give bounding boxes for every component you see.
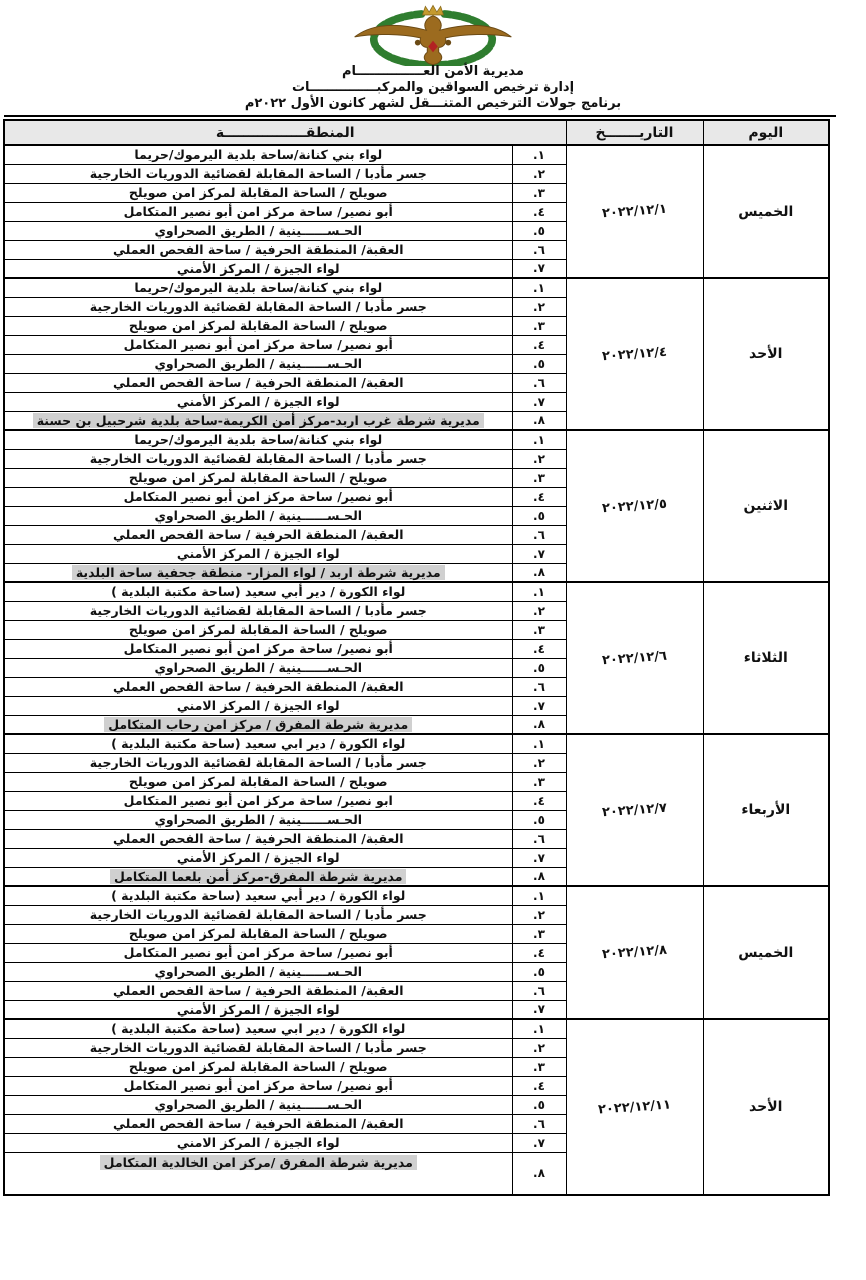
region-cell (4, 430, 512, 449)
region-text: صويلح / الساحة المقابلة لمركز امن صويلح (128, 774, 388, 789)
row-number-cell: ٤. (512, 487, 566, 506)
region-cell (4, 639, 512, 658)
date-cell (566, 886, 703, 1019)
region-text: مديرية شرطة المفرق / مركز امن رحاب المتكامل (104, 717, 412, 732)
schedule-row (4, 886, 829, 905)
date-value: ٢٠٢٢/١٢/٧ (601, 800, 668, 820)
row-number-cell: ٢. (512, 297, 566, 316)
schedule-table (3, 119, 830, 1196)
region-cell (4, 696, 512, 715)
region-text: الحـســــــينية / الطريق الصحراوي (154, 964, 363, 979)
row-number-cell: ٦. (512, 981, 566, 1000)
region-cell (4, 1019, 512, 1038)
region-cell (4, 221, 512, 240)
region-text: جسر مأدبا / الساحة المقابلة لقضائية الدوريات الخارجية (89, 299, 427, 314)
region-cell (4, 658, 512, 677)
region-cell (4, 183, 512, 202)
row-number-cell: ٦. (512, 1114, 566, 1133)
date-value: ٢٠٢٢/١٢/٥ (601, 496, 668, 516)
region-text: جسر مأدبا / الساحة المقابلة لقضائية الدوريات الخارجية (89, 907, 427, 922)
row-number-cell: ٧. (512, 259, 566, 278)
row-number-cell: ٧. (512, 1000, 566, 1019)
date-column-header: التاريـــــــخ (566, 120, 703, 145)
region-cell (4, 392, 512, 411)
region-cell (4, 791, 512, 810)
region-text: صويلح / الساحة المقابلة لمركز امن صويلح (128, 926, 388, 941)
region-text: العقبة/ المنطقة الحرفية / ساحة الفحص العملي (112, 831, 404, 846)
row-number-cell: ٦. (512, 829, 566, 848)
region-cell (4, 753, 512, 772)
region-text: العقبة/ المنطقة الحرفية / ساحة الفحص العملي (112, 679, 404, 694)
region-text: جسر مأدبا / الساحة المقابلة لقضائية الدوريات الخارجية (89, 451, 427, 466)
region-cell (4, 1038, 512, 1057)
row-number-cell: ٧. (512, 1133, 566, 1152)
region-cell (4, 1000, 512, 1019)
region-text: أبو نصير/ ساحة مركز امن أبو نصير المتكامل (123, 945, 393, 960)
row-number-cell: ٤. (512, 335, 566, 354)
row-number-cell: ٣. (512, 1057, 566, 1076)
region-text: أبو نصير/ ساحة مركز امن أبو نصير المتكامل (123, 1078, 393, 1093)
region-text: لواء بني كنانة/ساحة بلدية اليرموك/حريما (134, 147, 383, 163)
region-text: لواء الجيزة / المركز الأمني (176, 394, 340, 409)
row-number-cell: ٧. (512, 696, 566, 715)
row-number-cell: ٨. (512, 715, 566, 734)
region-cell (4, 886, 512, 905)
region-cell (4, 829, 512, 848)
region-cell (4, 525, 512, 544)
region-text: مديرية شرطة المفرق /مركز امن الخالدية المتكامل (100, 1155, 417, 1170)
row-number-cell: ٤. (512, 1076, 566, 1095)
region-cell (4, 620, 512, 639)
region-text: لواء الكورة / دير ابي سعيد (ساحة مكتبة البلدية ) (111, 1021, 406, 1037)
row-number-cell: ٢. (512, 905, 566, 924)
region-cell (4, 1057, 512, 1076)
region-text: جسر مأدبا / الساحة المقابلة لقضائية الدوريات الخارجية (89, 1040, 427, 1055)
region-text: أبو نصير/ ساحة مركز امن أبو نصير المتكامل (123, 641, 393, 656)
region-cell (4, 354, 512, 373)
region-cell (4, 962, 512, 981)
date-cell (566, 278, 703, 430)
region-cell (4, 867, 512, 886)
region-text: مديرية شرطة المفرق-مركز أمن بلعما المتكامل (110, 869, 406, 884)
region-text: لواء الجيزة / المركز الأمني (176, 1001, 340, 1017)
region-text: العقبة/ المنطقة الحرفية / ساحة الفحص العملي (112, 1116, 404, 1131)
day-cell: الخميس (703, 886, 829, 1019)
day-cell: الاثنين (703, 430, 829, 582)
region-cell (4, 943, 512, 962)
schedule-table-wrap (3, 119, 830, 1196)
region-text: جسر مأدبا / الساحة المقابلة لقضائية الدوريات الخارجية (89, 166, 427, 181)
program-title: برنامج جولات الترخيص المتنـــقل لشهر كانون الأول ٢٠٢٢م (244, 96, 622, 111)
region-text: أبو نصير/ ساحة مركز امن أبو نصير المتكامل (123, 489, 393, 504)
row-number-cell: ٤. (512, 202, 566, 221)
region-text: العقبة/ المنطقة الحرفية / ساحة الفحص العملي (112, 983, 404, 998)
day-cell: الأحد (703, 1019, 829, 1195)
region-text: صويلح / الساحة المقابلة لمركز امن صويلح (128, 318, 388, 333)
region-text: لواء الجيزة / المركز الأمني (176, 260, 340, 276)
region-text: لواء الجيزة / المركز الأمني (176, 546, 340, 561)
region-text: لواء الجيزة / المركز الامني (176, 1135, 340, 1150)
date-cell (566, 1019, 703, 1195)
row-number-cell: ٧. (512, 392, 566, 411)
row-number-cell: ١. (512, 1019, 566, 1038)
schedule-row (4, 145, 829, 164)
region-cell (4, 202, 512, 221)
row-number-cell: ٣. (512, 772, 566, 791)
row-number-cell: ٥. (512, 962, 566, 981)
row-number-cell: ٥. (512, 658, 566, 677)
row-number-cell: ٨. (512, 1152, 566, 1195)
schedule-row (4, 278, 829, 297)
row-number-cell: ١. (512, 430, 566, 449)
region-cell (4, 240, 512, 259)
row-number-cell: ١. (512, 278, 566, 297)
date-value: ٢٠٢٢/١٢/٨ (601, 942, 668, 963)
row-number-cell: ٥. (512, 810, 566, 829)
region-text: ابو نصير/ ساحة مركز امن أبو نصير المتكامل (123, 793, 393, 808)
date-cell (566, 145, 703, 278)
org-title: مديرية الأمن العـــــــــــــــام (342, 64, 524, 79)
date-value: ٢٠٢٢/١٢/٦ (601, 648, 668, 668)
region-cell (4, 563, 512, 582)
row-number-cell: ٢. (512, 753, 566, 772)
region-text: أبو نصير/ ساحة مركز امن أبو نصير المتكامل (123, 337, 393, 352)
region-cell (4, 810, 512, 829)
region-cell (4, 715, 512, 734)
row-number-cell: ٥. (512, 354, 566, 373)
region-column-header: المنطقـــــــــــــــــة (4, 120, 566, 145)
region-cell (4, 924, 512, 943)
day-cell: الثلاثاء (703, 582, 829, 734)
region-text: لواء الكورة / دير أبي سعيد (ساحة مكتبة البلدية ) (111, 888, 406, 904)
region-text: جسر مأدبا / الساحة المقابلة لقضائية الدوريات الخارجية (89, 755, 427, 770)
region-cell (4, 601, 512, 620)
region-cell (4, 259, 512, 278)
region-text: لواء الجيزة / المركز الأمني (176, 850, 340, 865)
row-number-cell: ٣. (512, 468, 566, 487)
region-cell (4, 297, 512, 316)
region-cell (4, 278, 512, 297)
schedule-table-body (4, 145, 829, 1195)
date-cell (566, 734, 703, 886)
row-number-cell: ١. (512, 145, 566, 164)
region-text: لواء الكورة / دير أبي سعيد (ساحة مكتبة البلدية ) (111, 584, 406, 600)
region-cell (4, 1076, 512, 1095)
region-text: جسر مأدبا / الساحة المقابلة لقضائية الدوريات الخارجية (89, 603, 427, 618)
region-text: لواء بني كنانة/ساحة بلدية اليرموك/حريما (134, 280, 383, 296)
date-value: ٢٠٢٢/١٢/٤ (601, 344, 668, 364)
region-cell (4, 772, 512, 791)
region-cell (4, 848, 512, 867)
row-number-cell: ٨. (512, 411, 566, 430)
document-header (0, 0, 866, 112)
row-number-cell: ٦. (512, 525, 566, 544)
region-cell (4, 449, 512, 468)
row-number-cell: ٧. (512, 544, 566, 563)
date-value: ٢٠٢٢/١٢/١ (601, 201, 668, 222)
row-number-cell: ٣. (512, 183, 566, 202)
date-value: ٢٠٢٢/١٢/١١ (597, 1096, 672, 1118)
region-cell (4, 582, 512, 601)
region-text: صويلح / الساحة المقابلة لمركز امن صويلح (128, 1059, 388, 1074)
region-text: العقبة/ المنطقة الحرفية / ساحة الفحص العملي (112, 527, 404, 542)
region-cell (4, 1133, 512, 1152)
region-cell (4, 316, 512, 335)
title-underline (4, 115, 836, 117)
date-cell (566, 582, 703, 734)
region-cell (4, 164, 512, 183)
region-cell (4, 468, 512, 487)
region-text: العقبة/ المنطقة الحرفية / ساحة الفحص العملي (112, 375, 404, 390)
row-number-cell: ٥. (512, 221, 566, 240)
public-security-emblem-icon (347, 4, 519, 66)
row-number-cell: ٥. (512, 1095, 566, 1114)
row-number-cell: ٢. (512, 164, 566, 183)
region-cell (4, 487, 512, 506)
region-text: لواء الكورة / دير ابي سعيد (ساحة مكتبة البلدية ) (111, 736, 406, 752)
region-cell (4, 981, 512, 1000)
row-number-cell: ٣. (512, 620, 566, 639)
row-number-cell: ٣. (512, 316, 566, 335)
region-cell (4, 544, 512, 563)
region-text: الحـســــــينية / الطريق الصحراوي (154, 356, 363, 371)
region-text: الحـســــــينية / الطريق الصحراوي (154, 508, 363, 523)
region-text: مديرية شرطة غرب اربد-مركز أمن الكريمة-ساحة بلدية شرحبيل بن حسنة (33, 413, 484, 428)
region-text: العقبة/ المنطقة الحرفية / ساحة الفحص العملي (112, 242, 404, 257)
region-text: لواء بني كنانة/ساحة بلدية اليرموك/حريما (134, 432, 383, 448)
region-cell (4, 1095, 512, 1114)
schedule-row (4, 430, 829, 449)
region-text: صويلح / الساحة المقابلة لمركز امن صويلح (128, 470, 388, 485)
dept-title: إدارة ترخيص السواقين والمركبـــــــــــــــات (291, 80, 575, 95)
row-number-cell: ٤. (512, 791, 566, 810)
region-cell (4, 734, 512, 753)
table-header-row (4, 120, 829, 145)
row-number-cell: ١. (512, 582, 566, 601)
row-number-cell: ٦. (512, 677, 566, 696)
schedule-row (4, 1019, 829, 1038)
day-column-header: اليوم (703, 120, 829, 145)
row-number-cell: ٢. (512, 601, 566, 620)
row-number-cell: ٥. (512, 506, 566, 525)
region-cell (4, 905, 512, 924)
region-text: الحـســــــينية / الطريق الصحراوي (154, 812, 363, 827)
schedule-row (4, 734, 829, 753)
row-number-cell: ٤. (512, 943, 566, 962)
day-cell: الأحد (703, 278, 829, 430)
row-number-cell: ٢. (512, 1038, 566, 1057)
region-text: صويلح / الساحة المقابلة لمركز امن صويلح (128, 185, 388, 200)
region-cell (4, 506, 512, 525)
region-text: صويلح / الساحة المقابلة لمركز امن صويلح (128, 622, 388, 637)
day-cell: الأربعاء (703, 734, 829, 886)
row-number-cell: ٨. (512, 867, 566, 886)
region-cell (4, 373, 512, 392)
region-cell (4, 677, 512, 696)
row-number-cell: ٢. (512, 449, 566, 468)
region-text: لواء الجيزة / المركز الامني (176, 698, 340, 713)
row-number-cell: ٦. (512, 373, 566, 392)
region-cell (4, 335, 512, 354)
region-cell (4, 411, 512, 430)
row-number-cell: ٤. (512, 639, 566, 658)
schedule-row (4, 582, 829, 601)
day-cell: الخميس (703, 145, 829, 278)
date-cell (566, 430, 703, 582)
region-cell (4, 145, 512, 164)
row-number-cell: ١. (512, 734, 566, 753)
region-text: أبو نصير/ ساحة مركز امن أبو نصير المتكامل (123, 204, 393, 219)
region-text: الحـســــــينية / الطريق الصحراوي (154, 660, 363, 675)
row-number-cell: ٨. (512, 563, 566, 582)
row-number-cell: ٧. (512, 848, 566, 867)
region-text: مديرية شرطة اربد / لواء المزار- منطقة جحفية ساحة البلدية (72, 565, 445, 580)
row-number-cell: ١. (512, 886, 566, 905)
region-cell (4, 1114, 512, 1133)
region-text: الحـســــــينية / الطريق الصحراوي (154, 223, 363, 238)
row-number-cell: ٣. (512, 924, 566, 943)
region-text: الحـســــــينية / الطريق الصحراوي (154, 1097, 363, 1112)
region-cell (4, 1152, 512, 1195)
row-number-cell: ٦. (512, 240, 566, 259)
